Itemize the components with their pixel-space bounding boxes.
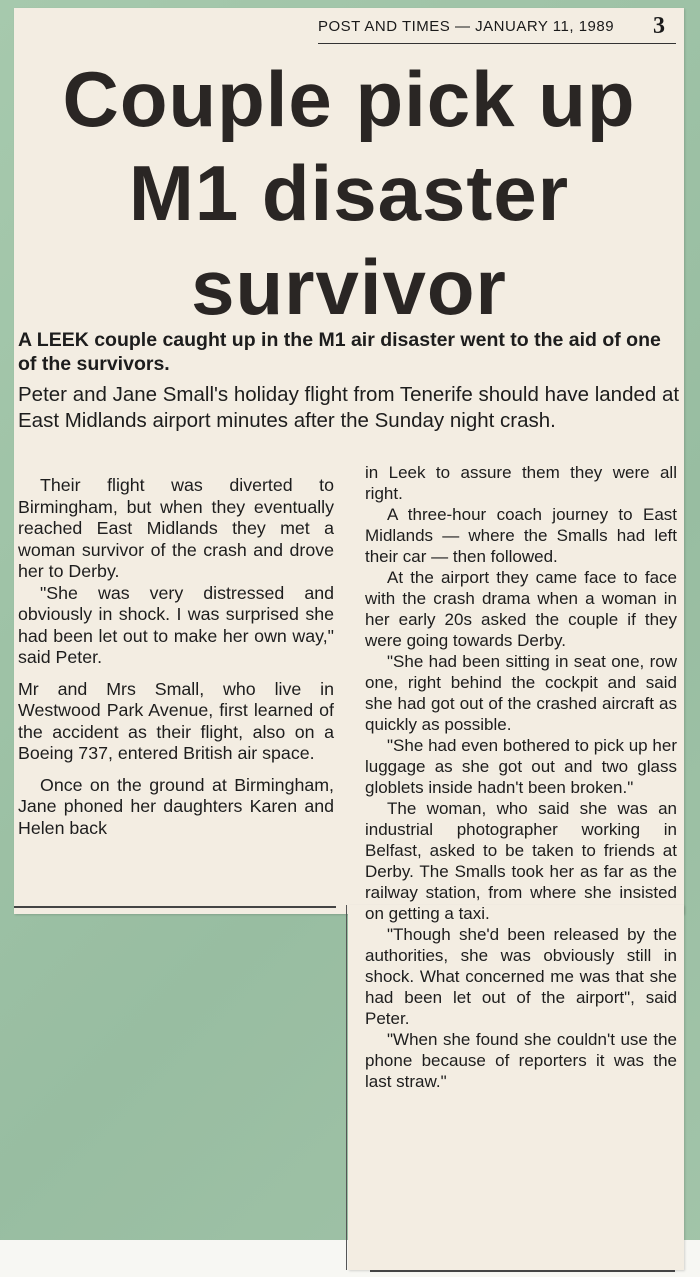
right-column-rule	[370, 1270, 675, 1272]
lead-paragraph: Peter and Jane Small's holiday flight from Tenerife should have landed at East Midlands airport minutes after the Sunday night crash.	[18, 383, 680, 432]
left-column	[18, 475, 334, 839]
left-paragraph-2: "She was very distressed and obviously in shock. I was surprised she had been let out to make her own way," said Peter.	[18, 582, 334, 667]
headline-line-3: survivor	[191, 243, 507, 331]
headline-line-1: Couple pick up	[62, 55, 636, 143]
right-paragraph-5: "She had even bothered to pick up her luggage as she got out and two glass globlets inside hadn't been broken."	[365, 736, 677, 797]
right-paragraph-3: At the airport they came face to face with the crash drama when a woman in her early 20s asked the couple if they were going towards Derby.	[365, 568, 677, 650]
left-paragraph-1: Their flight was diverted to Birmingham, but when they eventually reached East Midlands they met a woman survivor of the crash and drove her to Derby.	[18, 475, 334, 581]
headline-line-2: M1 disaster	[128, 149, 570, 237]
publication-dateline: POST AND TIMES — JANUARY 11, 1989	[318, 18, 615, 35]
headline	[14, 52, 684, 334]
right-paragraph-4: "She had been sitting in seat one, row one, right behind the cockpit and said she had got out of the crashed aircraft as quickly as possible.	[365, 652, 677, 734]
header-rule	[318, 43, 676, 44]
right-paragraph-1: in Leek to assure them they were all right.	[365, 463, 677, 503]
left-column-rule	[14, 906, 336, 908]
page-header	[318, 13, 678, 42]
right-paragraph-2: A three-hour coach journey to East Midlands — where the Smalls had left their car — then followed.	[365, 505, 677, 566]
right-paragraph-8: "When she found she couldn't use the phone because of reporters it was the last straw."	[365, 1030, 677, 1091]
column-divider	[346, 905, 347, 1270]
right-paragraph-6: The woman, who said she was an industrial photographer working in Belfast, asked to be taken to friends at Derby. The Smalls took her as far as the railway station, from where she insisted on getting a taxi.	[365, 799, 677, 923]
intro-paragraph: A LEEK couple caught up in the M1 air disaster went to the aid of one of the survivors.	[18, 329, 661, 375]
left-paragraph-4: Once on the ground at Birmingham, Jane phoned her daughters Karen and Helen back	[18, 774, 334, 838]
right-paragraph-7: "Though she'd been released by the authorities, she was obviously still in shock. What concerned me was that she had been let out of the airport", said Peter.	[365, 925, 677, 1028]
left-paragraph-3: Mr and Mrs Small, who live in Westwood Park Avenue, first learned of the accident as their flight, also on a Boeing 737, entered British air space.	[18, 678, 334, 763]
page-number: 3	[653, 13, 666, 39]
right-column	[365, 462, 677, 1092]
